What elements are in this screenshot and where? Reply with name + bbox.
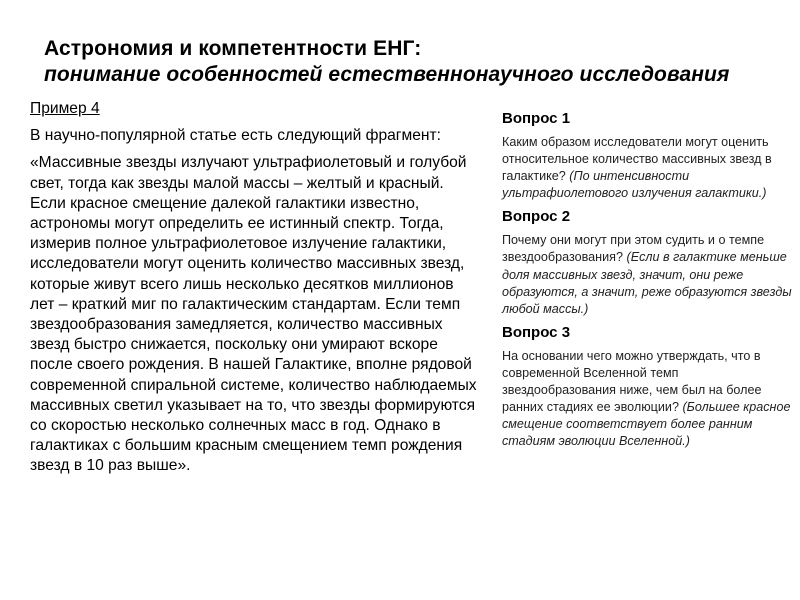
question-heading: Вопрос 3 xyxy=(502,323,571,341)
question-prompt: Почему они могут при этом судить и о темпе звездообразования? xyxy=(502,233,765,265)
question-answer: (По интенсивности ультрафиолетового излучения галактики.) xyxy=(502,169,767,201)
example-quote: «Массивные звезды излучают ультрафиолетовый и голубой свет, тогда как звезды малой массы – желтый и красный. Если красное смещение далекой галактики известно, астрономы могут определить ее истинный спектр. Тогда, измерив полное ультрафиолетовое излучение галактики, исследователи могут оценить количество массивных звезд, которые живут всего лишь несколько десятков миллионов лет – краткий миг по галактическим стандартам. Если темп звездообразования замедляется, количество массивных звезд быстро снижается, поскольку они умирают вскоре после своего рождения. В нашей Галактике, вполне рядовой современной спиральной системе, количество наблюдаемых массивных светил указывает на то, что звезды формируются со скоростью несколько солнечных масс в год. Однако в галактиках с большим красным смещением темп рождения звезд в 10 раз выше». xyxy=(30,154,477,475)
question-prompt: Каким образом исследователи могут оценить относительное количество массивных звезд в галактике? xyxy=(502,135,772,184)
slide-subtitle: понимание особенностей естественнонаучного исследования xyxy=(44,63,730,86)
question-heading: Вопрос 2 xyxy=(502,208,571,226)
question-answer: (Если в галактике меньше доля массивных звезд, значит, они реже образуются, а значит, реже образуются звезды любой массы.) xyxy=(502,250,792,316)
question-text xyxy=(502,348,792,451)
question-block-1 xyxy=(502,110,792,202)
questions-column xyxy=(502,110,792,456)
question-answer: (Большее красное смещение соответствует более ранним стадиям эволюции Вселенной.) xyxy=(502,400,791,449)
question-text xyxy=(502,134,792,202)
question-block-3 xyxy=(502,324,792,451)
example-column xyxy=(30,99,480,484)
slide-title: Астрономия и компетентности ЕНГ: xyxy=(44,37,422,60)
example-intro: В научно-популярной статье есть следующий фрагмент: xyxy=(30,127,441,145)
question-block-2 xyxy=(502,208,792,317)
slide-header xyxy=(44,36,784,88)
question-text xyxy=(502,232,792,317)
question-heading: Вопрос 1 xyxy=(502,110,571,127)
question-prompt: На основании чего можно утверждать, что в современной Вселенной темп звездообразования ниже, чем был на более ранних стадиях ее эволюции? xyxy=(502,348,762,415)
example-label: Пример 4 xyxy=(30,100,100,117)
